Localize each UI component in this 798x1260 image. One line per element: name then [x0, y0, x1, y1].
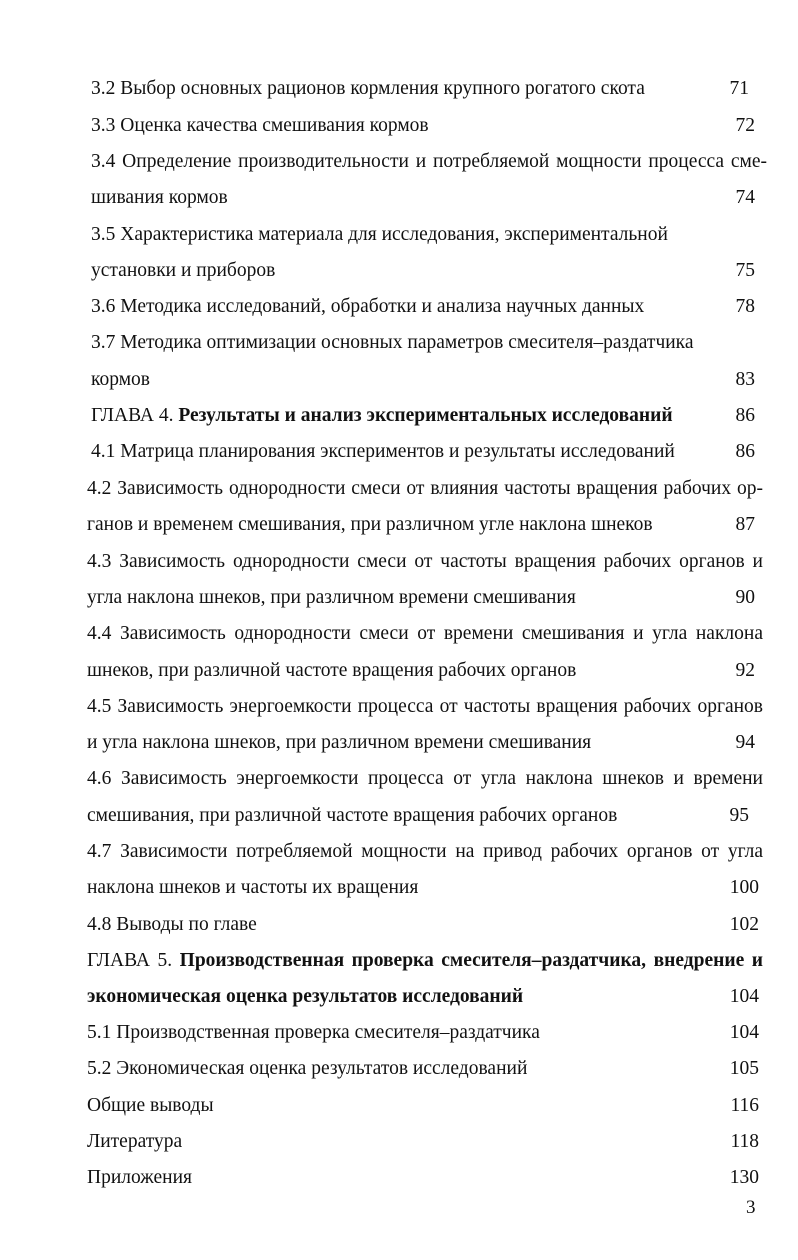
chapter-label: ГЛАВА 5.: [87, 950, 173, 971]
toc-entry-page: 83: [735, 369, 755, 390]
toc-entry-4-5-line-1: [87, 695, 763, 719]
chapter-title: Производственная проверка смесителя–раздатчика, внедрение и: [179, 950, 763, 971]
toc-entry-page: 90: [735, 587, 755, 608]
toc-entry-4-2-line-2: [87, 513, 763, 537]
toc-entry-3-2: [87, 77, 763, 101]
toc-entry-3-7-line-2: [87, 368, 763, 392]
toc-chapter-5-line-1: [87, 949, 763, 973]
toc-entry-page: 74: [735, 187, 755, 208]
toc-entry-4-5-line-2: [87, 731, 763, 755]
toc-entry-3-4-line-2: [87, 186, 763, 210]
toc-entry-page: 86: [735, 441, 755, 462]
toc-entry-page: 92: [735, 660, 755, 681]
toc-entry-title-cont: кормов: [91, 369, 150, 390]
toc-entry-page: 118: [730, 1131, 759, 1152]
toc-entry-page: 78: [735, 296, 755, 317]
toc-entry-title: 4.5 Зависимость энергоемкости процесса от частоты вращения рабочих органов: [87, 696, 763, 717]
toc-entry-4-7-line-2: [87, 876, 763, 900]
toc-entry-title-cont: угла наклона шнеков, при различном времени смешивания: [87, 587, 576, 608]
toc-entry-title-cont: наклона шнеков и частоты их вращения: [87, 877, 419, 898]
toc-entry-title: 4.3 Зависимость однородности смеси от частоты вращения рабочих органов и: [87, 551, 763, 572]
toc-entry-title: 3.6 Методика исследований, обработки и анализа научных данных: [91, 296, 645, 317]
toc-entry-3-3: [87, 114, 763, 138]
toc-entry-title: 4.8 Выводы по главе: [87, 914, 257, 935]
toc-entry-title: 4.1 Матрица планирования экспериментов и результаты исследований: [91, 441, 675, 462]
toc-entry-3-4-line-1: [87, 150, 767, 174]
toc-entry-page: 72: [735, 115, 755, 136]
toc-entry-5-1: [87, 1021, 763, 1045]
toc-entry-page: 104: [729, 986, 759, 1007]
toc-entry-page: 87: [735, 514, 755, 535]
toc-entry-title-cont: установки и приборов: [91, 260, 276, 281]
toc-entry-page: 130: [729, 1167, 759, 1188]
toc-entry-appendices: [87, 1166, 763, 1190]
toc-entry-title-cont: шнеков, при различной частоте вращения рабочих органов: [87, 660, 577, 681]
toc-entry-page: 105: [729, 1058, 759, 1079]
toc-entry-title: 4.6 Зависимость энергоемкости процесса от угла наклона шнеков и времени: [87, 768, 763, 789]
toc-entry-5-2: [87, 1057, 763, 1081]
toc-entry-4-4-line-2: [87, 659, 763, 683]
toc-entry-conclusions: [87, 1094, 763, 1118]
toc-entry-title: 3.7 Методика оптимизации основных параметров смесителя–раздатчика: [91, 332, 694, 353]
toc-entry-title: Общие выводы: [87, 1095, 214, 1116]
toc-chapter-4: [87, 404, 763, 428]
toc-entry-3-5-line-1: [87, 223, 763, 247]
toc-entry-title-cont: и угла наклона шнеков, при различном времени смешивания: [87, 732, 592, 753]
page-number: 3: [746, 1197, 756, 1218]
toc-entry-title: 3.2 Выбор основных рационов кормления крупного рогатого скота: [91, 78, 645, 99]
toc-entry-page: 104: [729, 1022, 759, 1043]
toc-entry-title: 3.5 Характеристика материала для исследования, экспериментальной: [91, 224, 668, 245]
toc-entry-4-4-line-1: [87, 622, 763, 646]
toc-entry-title: 5.1 Производственная проверка смесителя–раздатчика: [87, 1022, 540, 1043]
toc-entry-4-6-line-2: [87, 804, 763, 828]
toc-entry-4-8: [87, 913, 763, 937]
chapter-title: Результаты и анализ экспериментальных исследований: [178, 405, 673, 426]
toc-entry-title: Литература: [87, 1131, 183, 1152]
toc-entry-title: 3.3 Оценка качества смешивания кормов: [91, 115, 429, 136]
toc-entry-page: 102: [729, 914, 759, 935]
toc-entry-page: 86: [735, 405, 755, 426]
toc-entry-4-2-line-1: [87, 477, 763, 501]
toc-entry-page: 71: [729, 78, 749, 99]
toc-entry-4-3-line-2: [87, 586, 763, 610]
toc-entry-page: 95: [729, 805, 749, 826]
toc-entry-title: 5.2 Экономическая оценка результатов исследований: [87, 1058, 528, 1079]
toc-entry-title: 3.4 Определение производительности и потребляемой мощности процесса сме-: [91, 151, 767, 172]
toc-entry-title: 4.7 Зависимости потребляемой мощности на привод рабочих органов от угла: [87, 841, 763, 862]
toc-entry-title-cont: смешивания, при различной частоте вращения рабочих органов: [87, 805, 618, 826]
toc-entry-page: 100: [729, 877, 759, 898]
chapter-label: ГЛАВА 4.: [91, 405, 174, 426]
toc-entry-4-6-line-1: [87, 767, 763, 791]
toc-entry-3-6: [87, 295, 763, 319]
toc-entry-3-7-line-1: [87, 331, 763, 355]
toc-chapter-5-line-2: [87, 985, 763, 1009]
toc-entry-literature: [87, 1130, 763, 1154]
toc-entry-title: Приложения: [87, 1167, 192, 1188]
toc-entry-page: 75: [735, 260, 755, 281]
toc-entry-4-3-line-1: [87, 550, 763, 574]
toc-entry-4-7-line-1: [87, 840, 763, 864]
toc-entry-title: 4.2 Зависимость однородности смеси от влияния частоты вращения рабочих ор-: [87, 478, 763, 499]
toc-entry-page: 94: [735, 732, 755, 753]
toc-entry-page: 116: [730, 1095, 759, 1116]
chapter-title-cont: экономическая оценка результатов исследований: [87, 986, 524, 1007]
toc-entry-4-1: [87, 440, 763, 464]
toc-entry-title: 4.4 Зависимость однородности смеси от времени смешивания и угла наклона: [87, 623, 763, 644]
toc-entry-title-cont: ганов и временем смешивания, при различном угле наклона шнеков: [87, 514, 653, 535]
toc-entry-title-cont: шивания кормов: [91, 187, 228, 208]
toc-entry-3-5-line-2: [87, 259, 763, 283]
